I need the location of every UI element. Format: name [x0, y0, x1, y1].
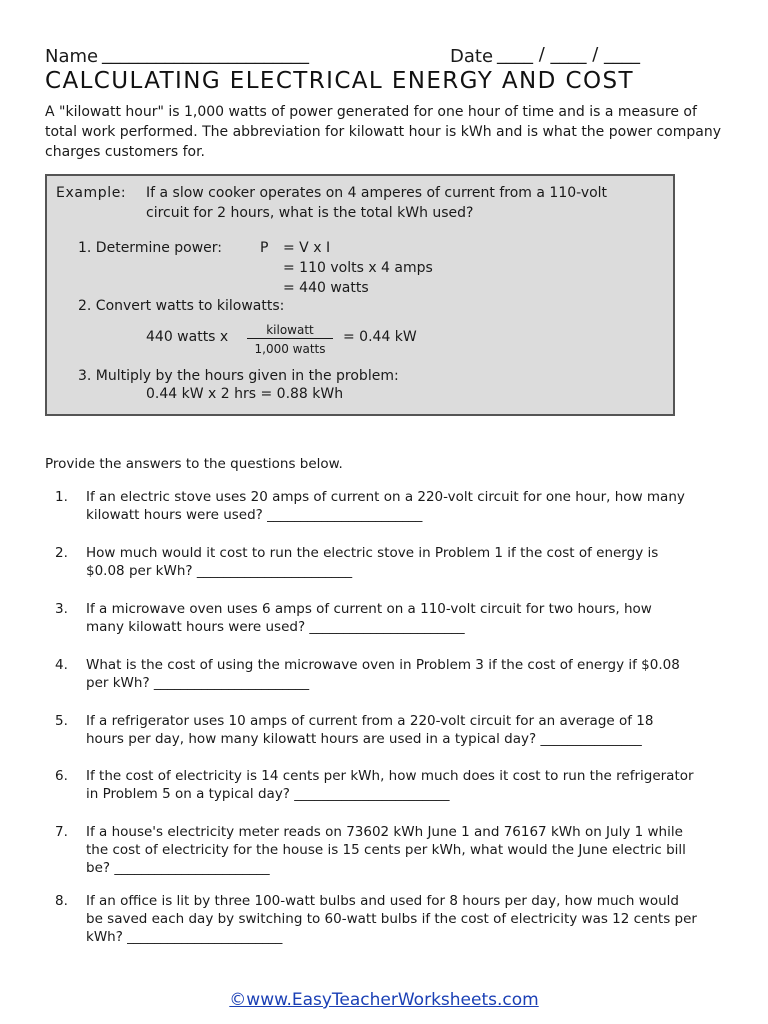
question-line: the cost of electricity for the house is 15 cents per kWh, what would the June electric bill	[86, 842, 686, 858]
question-number: 6.	[55, 768, 68, 784]
question-line: If an electric stove uses 20 amps of current on a 220-volt circuit for one hour, how many	[86, 489, 685, 505]
question-line: kWh? _______________________	[86, 929, 283, 945]
worksheet-title: CALCULATING ELECTRICAL ENERGY AND COST	[45, 68, 634, 94]
question-number: 2.	[55, 545, 68, 561]
step-3-label: 3. Multiply by the hours given in the problem:	[78, 368, 399, 384]
example-label: Example:	[56, 185, 127, 201]
question-number: 5.	[55, 713, 68, 729]
date-blanks: ____ / ____ / ____	[497, 44, 641, 65]
fraction-denominator: 1,000 watts	[254, 342, 326, 356]
question-number: 7.	[55, 824, 68, 840]
question-line: be saved each day by switching to 60-watt bulbs if the cost of electricity was 12 cents per	[86, 911, 697, 927]
intro-line: charges customers for.	[45, 144, 205, 160]
question-line: many kilowatt hours were used? _______________________	[86, 619, 465, 635]
step-1-equation: = 440 watts	[283, 280, 369, 296]
question-line: How much would it cost to run the electric stove in Problem 1 if the cost of energy is	[86, 545, 659, 561]
example-box	[45, 174, 675, 416]
power-symbol: P	[260, 240, 269, 256]
step-2-label: 2. Convert watts to kilowatts:	[78, 298, 285, 314]
question-number: 4.	[55, 657, 68, 673]
question-line: in Problem 5 on a typical day? _______________________	[86, 786, 450, 802]
date-label: Date	[450, 46, 494, 67]
question-line: If an office is lit by three 100-watt bulbs and used for 8 hours per day, how much would	[86, 893, 679, 909]
question-number: 8.	[55, 893, 68, 909]
step-2-result: = 0.44 kW	[343, 329, 417, 345]
step-2-left-term: 440 watts x	[146, 329, 229, 345]
step-3-equation: 0.44 kW x 2 hrs = 0.88 kWh	[146, 386, 344, 402]
question-number: 1.	[55, 489, 68, 505]
question-line: be? _______________________	[86, 860, 270, 876]
question-line: If a microwave oven uses 6 amps of current on a 110-volt circuit for two hours, how	[86, 601, 652, 617]
footer-link[interactable]: ©www.EasyTeacherWorksheets.com	[229, 990, 539, 1010]
step-1-equation: = V x I	[283, 240, 331, 256]
question-line: If a house's electricity meter reads on 73602 kWh June 1 and 76167 kWh on July 1 while	[86, 824, 683, 840]
question-line: What is the cost of using the microwave oven in Problem 3 if the cost of energy if $0.08	[86, 657, 680, 673]
instructions: Provide the answers to the questions below.	[45, 456, 343, 472]
question-line: If the cost of electricity is 14 cents per kWh, how much does it cost to run the refrigerator	[86, 768, 694, 784]
question-line: hours per day, how many kilowatt hours are used in a typical day? _______________	[86, 731, 642, 747]
question-line: kilowatt hours were used? _______________________	[86, 507, 423, 523]
example-question: circuit for 2 hours, what is the total kWh used?	[146, 205, 474, 221]
question-line: If a refrigerator uses 10 amps of current from a 220-volt circuit for an average of 18	[86, 713, 654, 729]
fraction-numerator: kilowatt	[247, 322, 333, 339]
step-1-equation: = 110 volts x 4 amps	[283, 260, 433, 276]
question-line: $0.08 per kWh? _______________________	[86, 563, 353, 579]
question-line: per kWh? _______________________	[86, 675, 310, 691]
intro-paragraph	[45, 102, 735, 162]
example-question: If a slow cooker operates on 4 amperes of current from a 110-volt	[146, 185, 608, 201]
name-label: Name	[45, 46, 99, 67]
question-number: 3.	[55, 601, 68, 617]
name-blank: _______________________	[102, 44, 309, 65]
intro-line: total work performed. The abbreviation for kilowatt hour is kWh and is what the power company	[45, 124, 721, 140]
intro-line: A "kilowatt hour" is 1,000 watts of power generated for one hour of time and is a measure of	[45, 104, 697, 120]
step-1-label: 1. Determine power:	[78, 240, 223, 256]
